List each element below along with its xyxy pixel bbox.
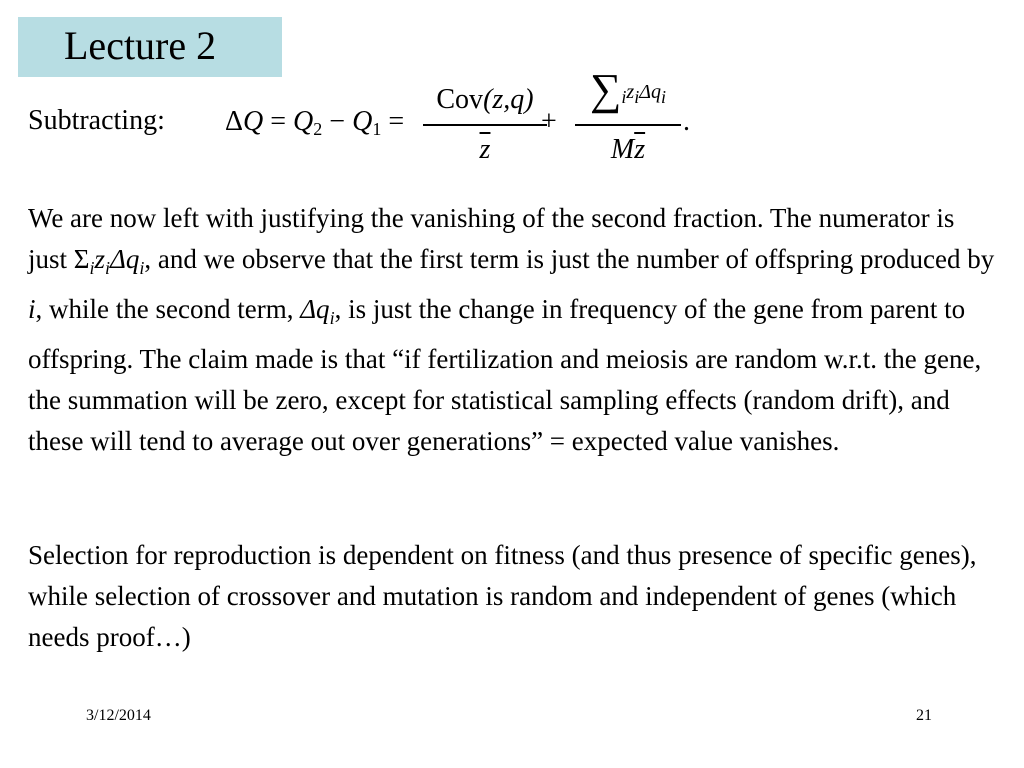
sigma-index: i [89, 258, 95, 278]
paragraph1-text-3: , while the second term, [35, 294, 301, 324]
paragraph1-text-2: , and we observe that the first term is just the number of offspring produced by [144, 244, 995, 274]
summation-icon: ∑ [590, 65, 622, 114]
q2-symbol: Q [293, 106, 314, 137]
fraction-summation-numerator [573, 65, 683, 117]
q1-symbol: Q [352, 106, 373, 137]
sum-index: i [621, 87, 627, 107]
delta-q-inline-index: i [139, 258, 145, 278]
sigma-symbol: Σ [73, 244, 90, 274]
equation-lhs [225, 102, 404, 149]
equation [225, 65, 725, 178]
equals-sign-2: = [381, 106, 405, 137]
z-bar-symbol: $\overline{z}$ [479, 134, 491, 165]
cov-label: Cov [436, 84, 484, 115]
q2-subscript: 2 [313, 119, 323, 139]
paragraph1-text-1: We are now left with justifying the vanishing of the second fraction. The numerator is just [28, 203, 955, 274]
fraction-covariance-denominator [421, 130, 549, 170]
m-symbol: M [610, 134, 635, 165]
z-symbol: z [626, 81, 635, 103]
fraction-bar-2 [575, 124, 681, 126]
fraction-summation-denominator [573, 130, 683, 170]
z-inline-index: i [105, 258, 111, 278]
q-symbol: Q [243, 106, 264, 137]
paragraph1-text-4: , is just the change in frequency of the gene from parent to offspring. The claim made is that “if fertilization and meiosis are random w.r.t. the gene, the summation will be zero, except for statistical sampling effects (random drift), and these will tend to average out over generations” = expected value vanishes. [28, 294, 982, 456]
z-inline: z [94, 244, 106, 274]
paragraph-vanishing-fraction [28, 198, 998, 462]
footer-page-number: 21 [916, 707, 932, 724]
i-inline: i [28, 294, 36, 324]
q1-subscript: 1 [372, 119, 382, 139]
delta-q-inline: Δq [110, 244, 140, 274]
slide-title: Lecture 2 [64, 23, 217, 68]
delta-q-inline-2: Δq [300, 294, 330, 324]
equals-sign: = [263, 106, 294, 137]
minus-sign: − [322, 106, 353, 137]
z-index: i [634, 87, 640, 107]
q-index: i [660, 87, 666, 107]
plus-sign: + [541, 106, 557, 137]
delta-q-symbol: Δq [639, 81, 661, 103]
paragraph-selection: Selection for reproduction is dependent on fitness (and thus presence of specific genes), while selection of crossover and mutation is random and independent of genes (which needs proof…) [28, 540, 977, 652]
delta-q-inline-2-index: i [329, 308, 335, 328]
z-bar-symbol-2: $\overline{z}$ [634, 134, 646, 165]
fraction-bar [423, 124, 547, 126]
equation-period: . [683, 106, 690, 137]
subtracting-label: Subtracting: [28, 105, 165, 136]
footer-date: 3/12/2014 [86, 707, 151, 724]
cov-args: (z,q) [483, 84, 534, 115]
fraction-covariance-numerator [421, 80, 549, 120]
delta-symbol: Δ [225, 106, 244, 137]
